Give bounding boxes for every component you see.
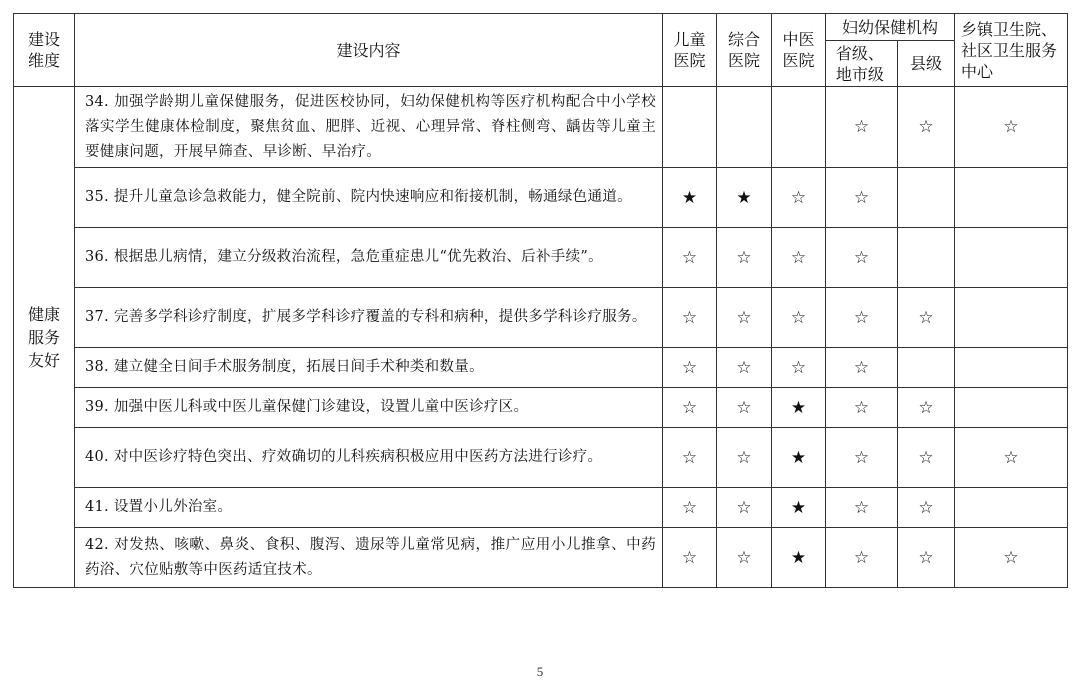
content-cell: 42. 对发热、咳嗽、鼻炎、食积、腹泻、遗尿等儿童常见病，推广应用小儿推拿、中药药浴、穴位贴敷等中医药适宜技术。 <box>75 528 663 588</box>
table-row <box>14 228 1068 288</box>
mark-general-hospital: ☆ <box>717 488 772 528</box>
mark-county: ☆ <box>898 528 955 588</box>
mark-childrens-hospital <box>663 87 717 168</box>
mark-tcm-hospital: ☆ <box>772 228 826 288</box>
mark-general-hospital: ☆ <box>717 348 772 388</box>
mark-provincial-municipal: ☆ <box>826 87 898 168</box>
category-label: 健康服务友好 <box>27 304 60 370</box>
mark-provincial-municipal: ☆ <box>826 428 898 488</box>
mark-general-hospital: ☆ <box>717 228 772 288</box>
mark-county: ☆ <box>898 87 955 168</box>
header-tcm-hospital: 中医医院 <box>772 14 826 87</box>
mark-county <box>898 168 955 228</box>
table-row <box>14 288 1068 348</box>
table-row <box>14 388 1068 428</box>
header-county: 县级 <box>898 41 955 87</box>
mark-childrens-hospital: ☆ <box>663 428 717 488</box>
mark-tcm-hospital: ☆ <box>772 348 826 388</box>
table-row <box>14 168 1068 228</box>
content-cell: 34. 加强学龄期儿童保健服务，促进医校协同，妇幼保健机构等医疗机构配合中小学校落实学生健康体检制度，聚焦贫血、肥胖、近视、心理异常、脊柱侧弯、龋齿等儿童主要健康问题，开展早筛查、早诊断、早治疗。 <box>75 87 663 168</box>
content-cell: 38. 建立健全日间手术服务制度，拓展日间手术种类和数量。 <box>75 348 663 388</box>
mark-childrens-hospital: ☆ <box>663 348 717 388</box>
mark-township-community <box>955 488 1068 528</box>
mark-township-community: ☆ <box>955 87 1068 168</box>
table-row <box>14 348 1068 388</box>
mark-county: ☆ <box>898 288 955 348</box>
mark-township-community <box>955 348 1068 388</box>
mark-childrens-hospital: ☆ <box>663 228 717 288</box>
table-row <box>14 488 1068 528</box>
mark-township-community: ☆ <box>955 428 1068 488</box>
content-cell: 37. 完善多学科诊疗制度，扩展多学科诊疗覆盖的专科和病种，提供多学科诊疗服务。 <box>75 288 663 348</box>
table-body <box>14 87 1068 588</box>
mark-township-community <box>955 388 1068 428</box>
category-cell <box>14 87 75 588</box>
header-childrens-hospital: 儿童医院 <box>663 14 717 87</box>
mark-tcm-hospital: ★ <box>772 488 826 528</box>
mark-general-hospital: ☆ <box>717 428 772 488</box>
header-content: 建设内容 <box>75 14 663 87</box>
mark-childrens-hospital: ★ <box>663 168 717 228</box>
table-row <box>14 428 1068 488</box>
mark-provincial-municipal: ☆ <box>826 348 898 388</box>
mark-county <box>898 228 955 288</box>
mark-tcm-hospital: ☆ <box>772 288 826 348</box>
mark-township-community: ☆ <box>955 528 1068 588</box>
mark-township-community <box>955 168 1068 228</box>
header-general-hospital: 综合医院 <box>717 14 772 87</box>
mark-county <box>898 348 955 388</box>
mark-tcm-hospital: ★ <box>772 528 826 588</box>
mark-general-hospital: ★ <box>717 168 772 228</box>
mark-tcm-hospital: ☆ <box>772 168 826 228</box>
mark-provincial-municipal: ☆ <box>826 528 898 588</box>
header-category: 建设维度 <box>14 14 75 87</box>
mark-tcm-hospital <box>772 87 826 168</box>
mark-county: ☆ <box>898 388 955 428</box>
table-row <box>14 528 1068 588</box>
content-cell: 41. 设置小儿外治室。 <box>75 488 663 528</box>
page-number: 5 <box>536 664 544 679</box>
mark-general-hospital: ☆ <box>717 288 772 348</box>
mark-tcm-hospital: ★ <box>772 388 826 428</box>
content-cell: 36. 根据患儿病情，建立分级救治流程，急危重症患儿“优先救治、后补手续”。 <box>75 228 663 288</box>
standards-table <box>13 13 1068 588</box>
header-township-community: 乡镇卫生院、社区卫生服务中心 <box>955 14 1068 87</box>
mark-childrens-hospital: ☆ <box>663 288 717 348</box>
mark-provincial-municipal: ☆ <box>826 168 898 228</box>
mark-township-community <box>955 288 1068 348</box>
mark-county: ☆ <box>898 428 955 488</box>
content-cell: 39. 加强中医儿科或中医儿童保健门诊建设，设置儿童中医诊疗区。 <box>75 388 663 428</box>
content-cell: 35. 提升儿童急诊急救能力，健全院前、院内快速响应和衔接机制，畅通绿色通道。 <box>75 168 663 228</box>
header-mch-institutions: 妇幼保健机构 <box>826 14 955 41</box>
mark-tcm-hospital: ★ <box>772 428 826 488</box>
mark-childrens-hospital: ☆ <box>663 388 717 428</box>
mark-provincial-municipal: ☆ <box>826 388 898 428</box>
table-row <box>14 87 1068 168</box>
mark-general-hospital: ☆ <box>717 388 772 428</box>
mark-childrens-hospital: ☆ <box>663 488 717 528</box>
mark-provincial-municipal: ☆ <box>826 488 898 528</box>
mark-township-community <box>955 228 1068 288</box>
mark-provincial-municipal: ☆ <box>826 228 898 288</box>
mark-general-hospital <box>717 87 772 168</box>
mark-childrens-hospital: ☆ <box>663 528 717 588</box>
mark-county: ☆ <box>898 488 955 528</box>
content-cell: 40. 对中医诊疗特色突出、疗效确切的儿科疾病积极应用中医药方法进行诊疗。 <box>75 428 663 488</box>
header-provincial-municipal: 省级、地市级 <box>826 41 898 87</box>
mark-general-hospital: ☆ <box>717 528 772 588</box>
mark-provincial-municipal: ☆ <box>826 288 898 348</box>
